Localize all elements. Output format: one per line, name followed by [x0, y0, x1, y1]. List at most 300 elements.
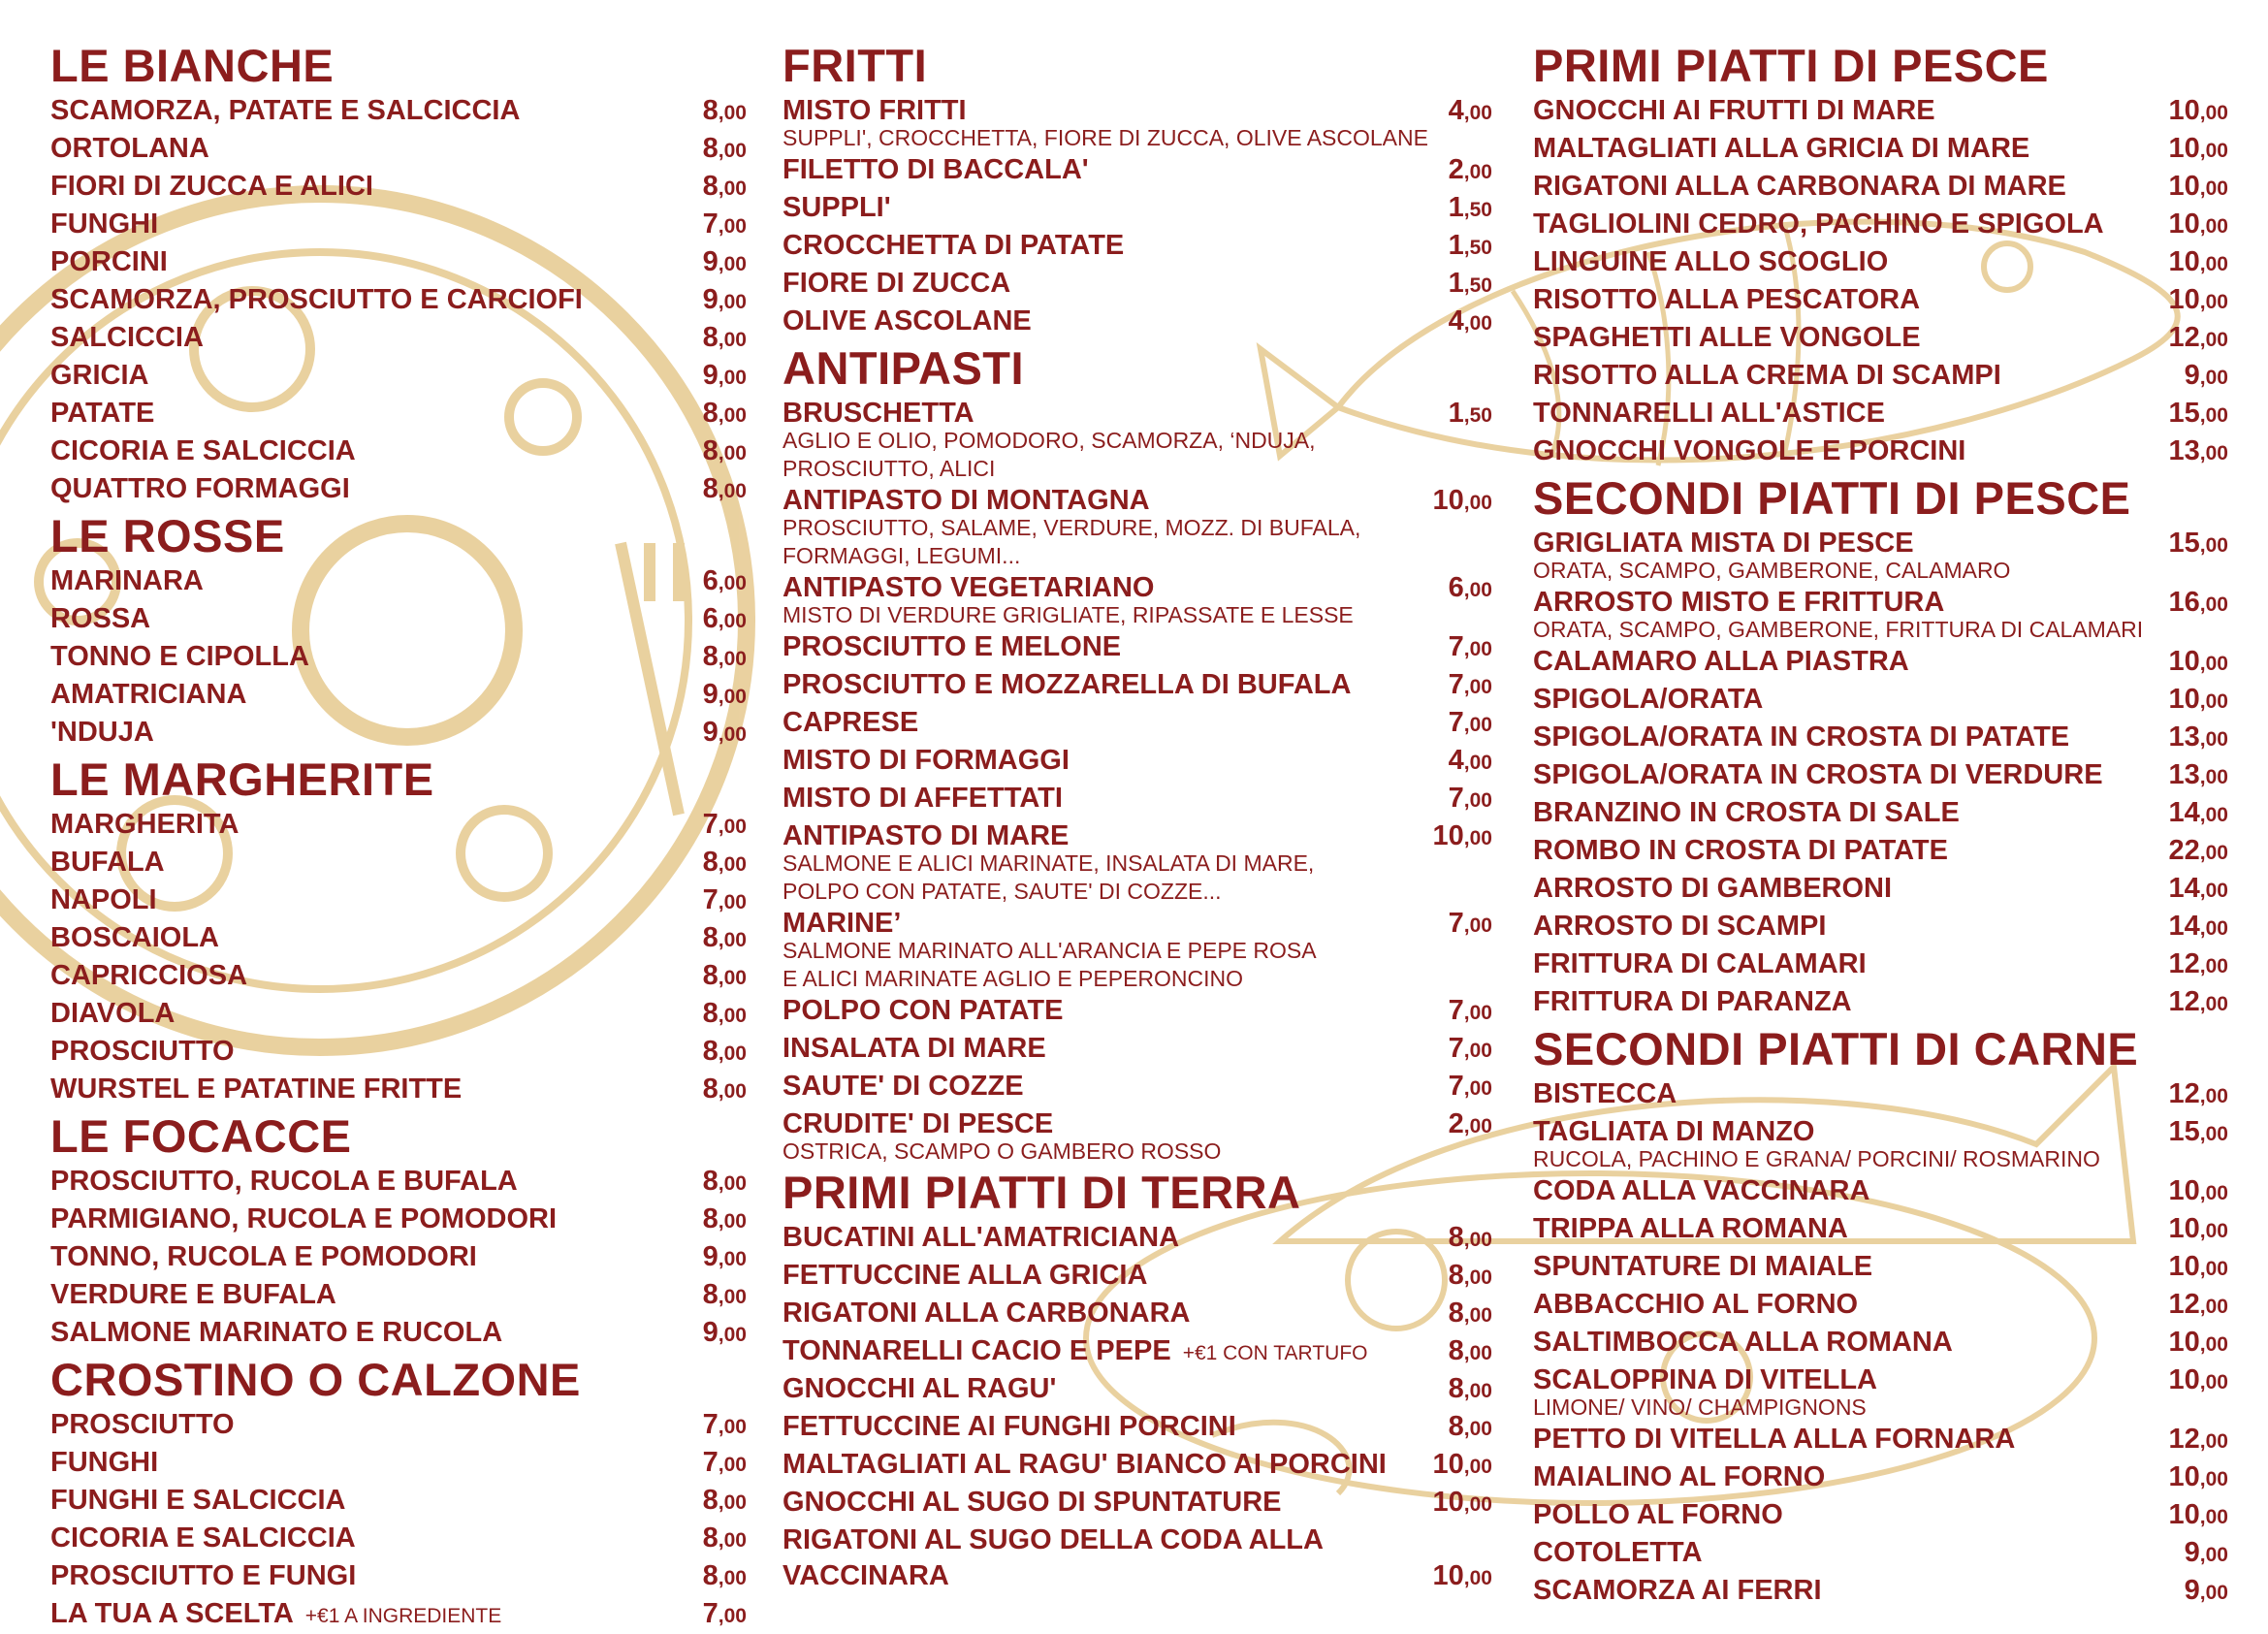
item-name	[50, 169, 373, 205]
price-cents: ,00	[1463, 1418, 1492, 1440]
item-price: 8,00	[1448, 1298, 1492, 1329]
item-name-text: LINGUINE ALLO SCOGLIO	[1533, 246, 1889, 277]
item-name	[50, 433, 356, 469]
section-title: LE FOCACCE	[50, 1110, 352, 1162]
item-name-text: SCALOPPINA DI VITELLA	[1533, 1364, 1877, 1395]
menu-item	[783, 570, 1492, 629]
item-price: 10,00	[1432, 1449, 1492, 1480]
item-price: 8,00	[1448, 1222, 1492, 1253]
menu-item	[783, 483, 1492, 570]
item-name: RIGATONI AL SUGO DELLA CODA ALLA	[783, 1524, 1324, 1555]
item-name-text: CAPRICCIOSA	[50, 960, 248, 991]
item-name-text: SALTIMBOCCA ALLA ROMANA	[1533, 1327, 1953, 1358]
item-description	[783, 937, 1492, 993]
price-cents: ,00	[718, 1567, 747, 1589]
menu-item	[1533, 320, 2228, 358]
item-description	[783, 849, 1492, 906]
price-cents: ,00	[1463, 1493, 1492, 1516]
item-name	[1533, 833, 1948, 869]
item-description	[783, 427, 1492, 483]
item-name-text: PETTO DI VITELLA ALLA FORNARA	[1533, 1424, 2016, 1455]
menu-item	[50, 207, 747, 244]
item-description	[1533, 557, 2228, 585]
item-name	[1533, 169, 2066, 205]
item-price: 12,00	[2168, 948, 2228, 979]
item-price: 8,00	[702, 1522, 747, 1554]
item-price: 7,00	[1448, 631, 1492, 662]
price-cents: ,00	[1463, 1342, 1492, 1364]
item-price: 10,00	[1432, 1487, 1492, 1518]
menu-item	[1533, 682, 2228, 720]
item-price: 1,50	[1448, 192, 1492, 223]
item-price: 10,00	[2168, 284, 2228, 315]
menu-item	[783, 667, 1492, 705]
item-name	[1533, 1459, 1825, 1495]
item-name	[1533, 282, 1920, 318]
price-cents: ,00	[2199, 1123, 2228, 1145]
price-cents: ,00	[1463, 914, 1492, 937]
item-price: 7,00	[1448, 669, 1492, 700]
price-cents: ,00	[1463, 752, 1492, 774]
item-name-text: GNOCCHI VONGOLE E PORCINI	[1533, 435, 1966, 466]
item-name-text: MAIALINO AL FORNO	[1533, 1461, 1826, 1492]
item-name-text: SPUNTATURE DI MAIALE	[1533, 1251, 1873, 1282]
item-name-text: PROSCIUTTO E MOZZARELLA DI BUFALA	[783, 669, 1352, 700]
price-cents: ,00	[1463, 1567, 1492, 1589]
menu-item	[50, 93, 747, 131]
menu-item	[50, 677, 747, 715]
price-cents: ,00	[2199, 253, 2228, 275]
price-cents: ,00	[718, 967, 747, 989]
price-cents: ,00	[718, 1605, 747, 1627]
item-name-text: POLPO CON PATATE	[783, 995, 1064, 1026]
item-price: 10,00	[2168, 171, 2228, 202]
price-cents: ,00	[1463, 102, 1492, 124]
price-cents: ,00	[2199, 690, 2228, 713]
item-name	[50, 1315, 502, 1351]
item-price: 15,00	[2168, 528, 2228, 559]
item-name-text: INSALATA DI MARE	[783, 1033, 1046, 1064]
price-cents: ,00	[2199, 1296, 2228, 1318]
item-description-line: POLPO CON PATATE, SAUTE' DI COZZE...	[783, 879, 1222, 904]
item-price: 8,00	[1448, 1260, 1492, 1291]
section-title: LE MARGHERITE	[50, 753, 434, 805]
menu-item	[1533, 1249, 2228, 1287]
item-price: 1,50	[1448, 268, 1492, 299]
item-name	[1533, 757, 2103, 793]
price-cents: ,00	[718, 291, 747, 313]
price-cents: ,00	[718, 891, 747, 913]
item-name	[783, 1220, 1179, 1256]
item-name-text: ARROSTO DI SCAMPI	[1533, 911, 1827, 942]
menu-item	[50, 639, 747, 677]
item-description-line: PROSCIUTTO, SALAME, VERDURE, MOZZ. DI BUFALA,	[783, 515, 1361, 540]
item-price: 7,00	[702, 1598, 747, 1629]
menu-item	[1533, 1497, 2228, 1535]
item-price: 6,00	[702, 565, 747, 596]
item-name-text: PROSCIUTTO	[50, 1036, 235, 1067]
price-cents: ,00	[718, 1416, 747, 1438]
price-cents: ,00	[1463, 579, 1492, 601]
item-name	[1533, 795, 1960, 831]
price-cents: ,50	[1463, 404, 1492, 427]
item-name	[50, 1558, 356, 1594]
item-name	[783, 152, 1089, 188]
price-cents: ,00	[2199, 955, 2228, 977]
item-name	[50, 1596, 501, 1634]
menu-item	[50, 396, 747, 433]
item-name	[1533, 131, 2029, 167]
menu-item	[50, 996, 747, 1034]
item-name-text: ORTOLANA	[50, 133, 209, 164]
item-price: 13,00	[2168, 759, 2228, 790]
price-cents: ,00	[718, 480, 747, 502]
menu-item	[783, 190, 1492, 228]
price-cents: ,00	[718, 404, 747, 427]
item-name	[1533, 1573, 1822, 1609]
item-name	[1533, 871, 1892, 907]
menu-item	[50, 433, 747, 471]
menu-item	[783, 152, 1492, 190]
item-name	[50, 882, 157, 918]
item-name-text: MARINARA	[50, 565, 204, 596]
item-name-text: ARROSTO DI GAMBERONI	[1533, 873, 1893, 904]
menu-item	[50, 601, 747, 639]
price-cents: ,00	[1463, 1380, 1492, 1402]
price-cents: ,00	[718, 253, 747, 275]
price-cents: ,00	[2199, 1468, 2228, 1490]
price-cents: ,00	[718, 1286, 747, 1308]
item-name-text: MISTO DI FORMAGGI	[783, 745, 1070, 776]
item-name	[783, 1296, 1190, 1331]
menu-item	[783, 228, 1492, 266]
item-name-text: CODA ALLA VACCINARA	[1533, 1175, 1870, 1206]
item-name	[1533, 1497, 1783, 1533]
item-name-text: FILETTO DI BACCALA'	[783, 154, 1089, 185]
item-price: 8,00	[702, 1036, 747, 1067]
item-name-text: TAGLIOLINI CEDRO, PACHINO E SPIGOLA	[1533, 208, 2104, 240]
price-cents: ,00	[718, 329, 747, 351]
item-price: 8,00	[702, 1279, 747, 1310]
menu-item	[783, 1522, 1492, 1596]
item-description-line: MISTO DI VERDURE GRIGLIATE, RIPASSATE E LESSE	[783, 602, 1354, 627]
menu-item	[1533, 433, 2228, 471]
menu-item	[1533, 984, 2228, 1022]
item-price: 8,00	[702, 960, 747, 991]
item-price: 10,00	[2168, 646, 2228, 677]
item-name	[50, 207, 158, 242]
item-price: 8,00	[702, 322, 747, 353]
item-name	[50, 715, 154, 751]
price-cents: ,00	[718, 816, 747, 838]
menu-item	[1533, 526, 2228, 585]
item-name-text: SALCICCIA	[50, 322, 204, 353]
item-description-line: PROSCIUTTO, ALICI	[783, 456, 996, 481]
item-name	[1533, 358, 2001, 394]
item-name-text: RISOTTO ALLA CREMA DI SCAMPI	[1533, 360, 2001, 391]
item-name-text: LA TUA A SCELTA	[50, 1598, 294, 1629]
item-price: 15,00	[2168, 398, 2228, 429]
price-cents: ,00	[1463, 161, 1492, 183]
price-cents: ,00	[1463, 676, 1492, 698]
item-name	[1533, 984, 1852, 1020]
item-name-text: FUNGHI	[50, 1447, 159, 1478]
item-description-line: LIMONE/ VINO/ CHAMPIGNONS	[1533, 1394, 1867, 1420]
item-name-text: SCAMORZA AI FERRI	[1533, 1575, 1822, 1606]
price-cents: ,00	[1463, 827, 1492, 849]
item-name-text: FRITTURA DI CALAMARI	[1533, 948, 1867, 979]
price-cents: ,00	[718, 1210, 747, 1233]
price-cents: ,00	[1463, 1456, 1492, 1478]
menu-item	[783, 1447, 1492, 1485]
menu-item	[1533, 1535, 2228, 1573]
menu-item	[783, 1409, 1492, 1447]
item-price: 6,00	[702, 603, 747, 634]
item-price: 9,00	[2184, 360, 2228, 391]
item-name	[50, 845, 165, 881]
price-cents: ,00	[718, 1042, 747, 1065]
price-cents: ,00	[718, 177, 747, 200]
item-name-text: SPAGHETTI ALLE VONGOLE	[1533, 322, 1921, 353]
item-price: 9,00	[702, 1241, 747, 1272]
item-name	[783, 304, 1032, 339]
item-name-text: SPIGOLA/ORATA	[1533, 684, 1764, 715]
menu-item	[50, 282, 747, 320]
item-name	[1533, 909, 1826, 945]
item-price: 12,00	[2168, 1424, 2228, 1455]
item-name-text: FETTUCCINE AI FUNGHI PORCINI	[783, 1411, 1236, 1442]
menu-item	[50, 1277, 747, 1315]
item-name	[50, 358, 149, 394]
price-cents: ,00	[1463, 714, 1492, 736]
menu-item	[50, 1521, 747, 1558]
item-price: 9,00	[702, 1317, 747, 1348]
item-price: 8,00	[702, 133, 747, 164]
item-price: 4,00	[1448, 305, 1492, 336]
price-cents: ,50	[1463, 237, 1492, 259]
item-name	[50, 639, 309, 675]
section-title: CROSTINO O CALZONE	[50, 1354, 581, 1405]
price-cents: ,00	[718, 442, 747, 465]
menu-item	[783, 906, 1492, 993]
item-description-line: SUPPLI', CROCCHETTA, FIORE DI ZUCCA, OLIVE ASCOLANE	[783, 125, 1428, 150]
item-name-text: ARROSTO MISTO E FRITTURA	[1533, 587, 1945, 618]
section-title: PRIMI PIATTI DI PESCE	[1533, 40, 2049, 91]
item-name	[50, 1445, 158, 1481]
item-name	[50, 1072, 462, 1107]
menu-item	[783, 743, 1492, 781]
item-name	[50, 677, 246, 713]
item-price: 4,00	[1448, 95, 1492, 126]
item-name	[783, 993, 1063, 1029]
price-cents: ,00	[1463, 1115, 1492, 1137]
menu-column-3	[1533, 39, 2228, 1611]
price-cents: ,00	[718, 648, 747, 670]
price-cents: ,00	[718, 1491, 747, 1514]
item-name-text: ROSSA	[50, 603, 151, 634]
item-price: 1,50	[1448, 230, 1492, 261]
item-name	[783, 1031, 1046, 1067]
item-name-text: NAPOLI	[50, 884, 157, 915]
item-name-text: WURSTEL E PATATINE FRITTE	[50, 1073, 463, 1105]
item-price: 6,00	[1448, 572, 1492, 603]
menu-item	[783, 818, 1492, 906]
price-cents: ,00	[2199, 1582, 2228, 1604]
item-price: 2,00	[1448, 154, 1492, 185]
price-cents: ,00	[718, 1454, 747, 1476]
price-cents: ,00	[718, 686, 747, 708]
item-name-text: CICORIA E SALCICCIA	[50, 1522, 356, 1554]
item-price: 7,00	[1448, 995, 1492, 1026]
menu-item	[1533, 833, 2228, 871]
section-title: SECONDI PIATTI DI CARNE	[1533, 1023, 2139, 1074]
item-name-text: ROMBO IN CROSTA DI PATATE	[1533, 835, 1948, 866]
item-name-text: GNOCCHI AI FRUTTI DI MARE	[1533, 95, 1935, 126]
price-cents: ,00	[1463, 1077, 1492, 1100]
item-price: 4,00	[1448, 745, 1492, 776]
price-cents: ,00	[2199, 1220, 2228, 1242]
price-cents: ,00	[2199, 442, 2228, 465]
menu-item	[1533, 244, 2228, 282]
item-price: 8,00	[702, 95, 747, 126]
price-cents: ,00	[2199, 880, 2228, 902]
item-name-text: RIGATONI ALLA CARBONARA	[783, 1298, 1191, 1329]
item-description-line: AGLIO E OLIO, POMODORO, SCAMORZA, ‘NDUJA,	[783, 428, 1316, 453]
item-name	[783, 1485, 1282, 1521]
item-name-text: ANTIPASTO VEGETARIANO	[783, 572, 1155, 603]
item-name-text: TAGLIATA DI MANZO	[1533, 1116, 1815, 1147]
item-name-text: TONNARELLI ALL'ASTICE	[1533, 398, 1885, 429]
menu-item	[783, 1371, 1492, 1409]
item-name	[1533, 644, 1909, 680]
item-price: 10,00	[2168, 1251, 2228, 1282]
menu-item	[1533, 282, 2228, 320]
price-cents: ,00	[718, 572, 747, 594]
menu-item	[50, 1239, 747, 1277]
item-name	[783, 1447, 1387, 1483]
item-description	[783, 124, 1492, 152]
item-name	[783, 667, 1351, 703]
item-note: +€1 A INGREDIENTE	[304, 1605, 502, 1627]
menu-item	[50, 471, 747, 509]
item-name-text: BRANZINO IN CROSTA DI SALE	[1533, 797, 1960, 828]
item-price: 8,00	[702, 1560, 747, 1591]
item-price: 7,00	[1448, 908, 1492, 939]
item-name	[783, 1558, 949, 1594]
price-cents: ,00	[1463, 789, 1492, 812]
item-price: 10,00	[1432, 1560, 1492, 1591]
item-name-text: CICORIA E SALCICCIA	[50, 435, 356, 466]
price-cents: ,00	[2199, 329, 2228, 351]
item-name-text: SCAMORZA, PROSCIUTTO E CARCIOFI	[50, 284, 583, 315]
item-price: 10,00	[2168, 208, 2228, 240]
menu-item	[50, 882, 747, 920]
menu-item	[50, 131, 747, 169]
menu-item	[1533, 1362, 2228, 1422]
item-price: 8,00	[702, 847, 747, 878]
item-price: 14,00	[2168, 911, 2228, 942]
item-price: 1,50	[1448, 398, 1492, 429]
item-name-text: TONNO, RUCOLA E POMODORI	[50, 1241, 477, 1272]
item-price: 12,00	[2168, 322, 2228, 353]
item-price: 8,00	[1448, 1411, 1492, 1442]
price-cents: ,00	[2199, 728, 2228, 751]
item-name	[783, 1371, 1056, 1407]
item-price: 9,00	[702, 360, 747, 391]
item-price: 12,00	[2168, 1289, 2228, 1320]
item-price: 8,00	[702, 641, 747, 672]
price-cents: ,00	[718, 215, 747, 238]
item-name	[50, 996, 175, 1032]
menu-item	[50, 1034, 747, 1072]
price-cents: ,00	[718, 853, 747, 876]
item-name-text: CALAMARO ALLA PIASTRA	[1533, 646, 1909, 677]
item-name	[783, 266, 1010, 302]
item-price: 8,00	[1448, 1335, 1492, 1366]
item-name	[1533, 93, 1935, 129]
item-name-text: OLIVE ASCOLANE	[783, 305, 1032, 336]
menu-item	[1533, 1459, 2228, 1497]
item-name-text: MALTAGLIATI ALLA GRICIA DI MARE	[1533, 133, 2030, 164]
item-name	[50, 471, 350, 507]
item-price: 2,00	[1448, 1108, 1492, 1139]
item-price: 8,00	[702, 922, 747, 953]
menu-item	[783, 396, 1492, 483]
item-price: 13,00	[2168, 721, 2228, 753]
item-name-text: SALMONE MARINATO E RUCOLA	[50, 1317, 503, 1348]
item-name-text: ABBACCHIO AL FORNO	[1533, 1289, 1859, 1320]
menu-item	[1533, 396, 2228, 433]
price-cents: ,00	[2199, 102, 2228, 124]
item-price: 10,00	[2168, 1175, 2228, 1206]
menu-item	[783, 1296, 1492, 1333]
item-name-text: SPIGOLA/ORATA IN CROSTA DI PATATE	[1533, 721, 2070, 753]
item-description	[783, 514, 1492, 570]
item-description	[1533, 616, 2228, 644]
item-price: 7,00	[1448, 1071, 1492, 1102]
menu-item	[783, 1069, 1492, 1106]
item-name	[50, 320, 204, 356]
item-price: 7,00	[702, 809, 747, 840]
price-cents: ,00	[2199, 215, 2228, 238]
item-name	[50, 1034, 235, 1070]
item-name-text: PATATE	[50, 398, 155, 429]
item-price: 9,00	[702, 284, 747, 315]
menu-item	[1533, 1422, 2228, 1459]
item-name-text: CAPRESE	[783, 707, 919, 738]
menu-item	[1533, 644, 2228, 682]
item-description-line: ORATA, SCAMPO, GAMBERONE, CALAMARO	[1533, 558, 2011, 583]
item-name	[1533, 1249, 1872, 1285]
item-name	[783, 228, 1124, 264]
item-name-text: VACCINARA	[783, 1560, 949, 1591]
item-name-text: CROCCHETTA DI PATATE	[783, 230, 1125, 261]
item-name	[50, 93, 520, 129]
item-name-text: FUNGHI	[50, 208, 159, 240]
item-price: 8,00	[702, 998, 747, 1029]
item-name-text: MARGHERITA	[50, 809, 240, 840]
item-name	[1533, 244, 1888, 280]
item-price: 7,00	[702, 1409, 747, 1440]
item-name-text: MISTO DI AFFETTATI	[783, 783, 1063, 814]
item-price: 14,00	[2168, 797, 2228, 828]
item-price: 8,00	[702, 1073, 747, 1105]
item-name	[1533, 1325, 1953, 1361]
menu-item	[1533, 909, 2228, 946]
item-name-text: BUFALA	[50, 847, 165, 878]
item-name-text: MALTAGLIATI AL RAGU' BIANCO AI PORCINI	[783, 1449, 1387, 1480]
item-name-text: COTOLETTA	[1533, 1537, 1703, 1568]
